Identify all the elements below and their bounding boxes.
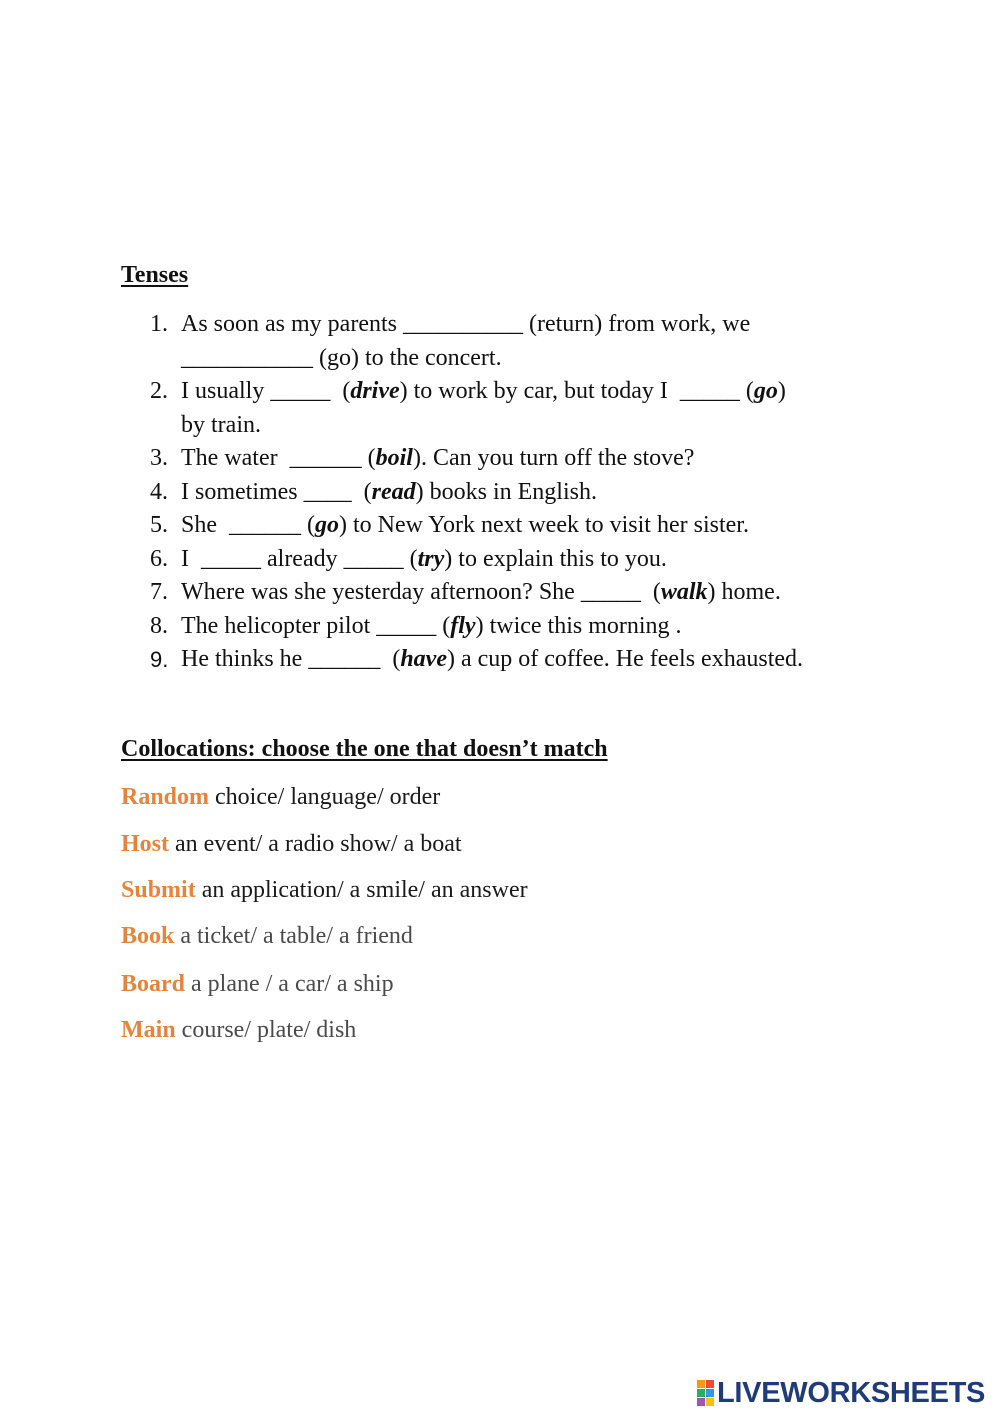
collocation-options: an application/ a smile/ an answer (195, 877, 528, 903)
question-text: The helicopter pilot _____ (fly) twice this morning . (181, 612, 682, 639)
verb-hint: go (753, 378, 778, 404)
question-3 (150, 442, 910, 476)
collocation-keyword: Book (121, 923, 175, 949)
question-text: I sometimes ____ (read) books in English. (181, 478, 597, 505)
tenses-heading: Tenses (121, 262, 189, 288)
verb-hint: fly (450, 612, 476, 639)
collocation-item-board (121, 971, 394, 998)
question-number: 2. (150, 378, 168, 404)
question-text: As soon as my parents __________ (return) from work, we (181, 311, 751, 337)
question-7 (150, 576, 910, 610)
question-number: 6. (150, 545, 168, 572)
collocation-keyword: Board (121, 971, 186, 997)
question-text: I _____ already _____ (try) to explain this to you. (181, 545, 667, 572)
logo-block (697, 1380, 705, 1388)
collocation-options: an event/ a radio show/ a boat (169, 831, 462, 857)
question-number: 9. (150, 647, 169, 672)
verb-hint: walk (660, 579, 708, 605)
collocation-item-submit (121, 877, 528, 904)
collocation-item-host (121, 831, 462, 858)
question-text: He thinks he ______ (have) a cup of coffee. He feels exhausted. (181, 646, 804, 672)
question-number: 8. (150, 612, 168, 639)
logo-block (706, 1380, 714, 1388)
logo-text: LIVEWORKSHEETS (717, 1376, 986, 1409)
logo-block (706, 1398, 714, 1406)
logo-mark-icon (697, 1380, 714, 1406)
question-number: 7. (150, 579, 168, 605)
question-8 (150, 610, 910, 644)
question-text: Where was she yesterday afternoon? She _____ (walk) home. (181, 579, 781, 605)
collocation-item-book (121, 923, 413, 950)
verb-hint: boil (375, 445, 413, 471)
question-number: 3. (150, 445, 168, 471)
collocation-keyword: Submit (121, 877, 196, 903)
collocation-item-main (121, 1017, 356, 1044)
question-4 (150, 476, 910, 510)
question-number: 5. (150, 512, 168, 538)
question-1 (150, 308, 910, 375)
liveworksheets-logo (697, 1376, 985, 1410)
verb-hint: read (371, 478, 416, 505)
verb-hint: go (315, 512, 339, 538)
collocation-item-random (121, 784, 440, 811)
collocation-options: course/ plate/ dish (175, 1017, 357, 1043)
tenses-question-list (150, 308, 910, 677)
question-9 (150, 643, 910, 677)
collocation-options: a ticket/ a table/ a friend (174, 923, 413, 949)
logo-block (706, 1389, 714, 1397)
verb-hint: try (417, 545, 445, 572)
collocation-options: a plane / a car/ a ship (185, 971, 394, 997)
question-text-continued: by train. (181, 411, 261, 438)
question-text: The water ______ (boil). Can you turn off the stove? (181, 445, 695, 471)
logo-block (697, 1389, 705, 1397)
collocation-keyword: Main (121, 1017, 176, 1043)
question-number: 4. (150, 478, 168, 505)
question-2 (150, 375, 910, 442)
question-number: 1. (150, 311, 168, 337)
question-text: I usually _____ (drive) to work by car, but today I _____ (go) (181, 378, 786, 404)
collocation-options: choice/ language/ order (209, 784, 441, 810)
question-text-continued: ___________ (go) to the concert. (181, 344, 502, 371)
collocation-keyword: Host (121, 831, 169, 857)
question-6 (150, 543, 910, 577)
logo-block (697, 1398, 705, 1406)
verb-hint: drive (350, 378, 400, 404)
collocations-heading: Collocations: choose the one that doesn’t match (121, 736, 608, 762)
collocation-keyword: Random (121, 784, 210, 810)
question-5 (150, 509, 910, 543)
verb-hint: have (400, 646, 447, 672)
question-text: She ______ (go) to New York next week to visit her sister. (181, 512, 749, 538)
